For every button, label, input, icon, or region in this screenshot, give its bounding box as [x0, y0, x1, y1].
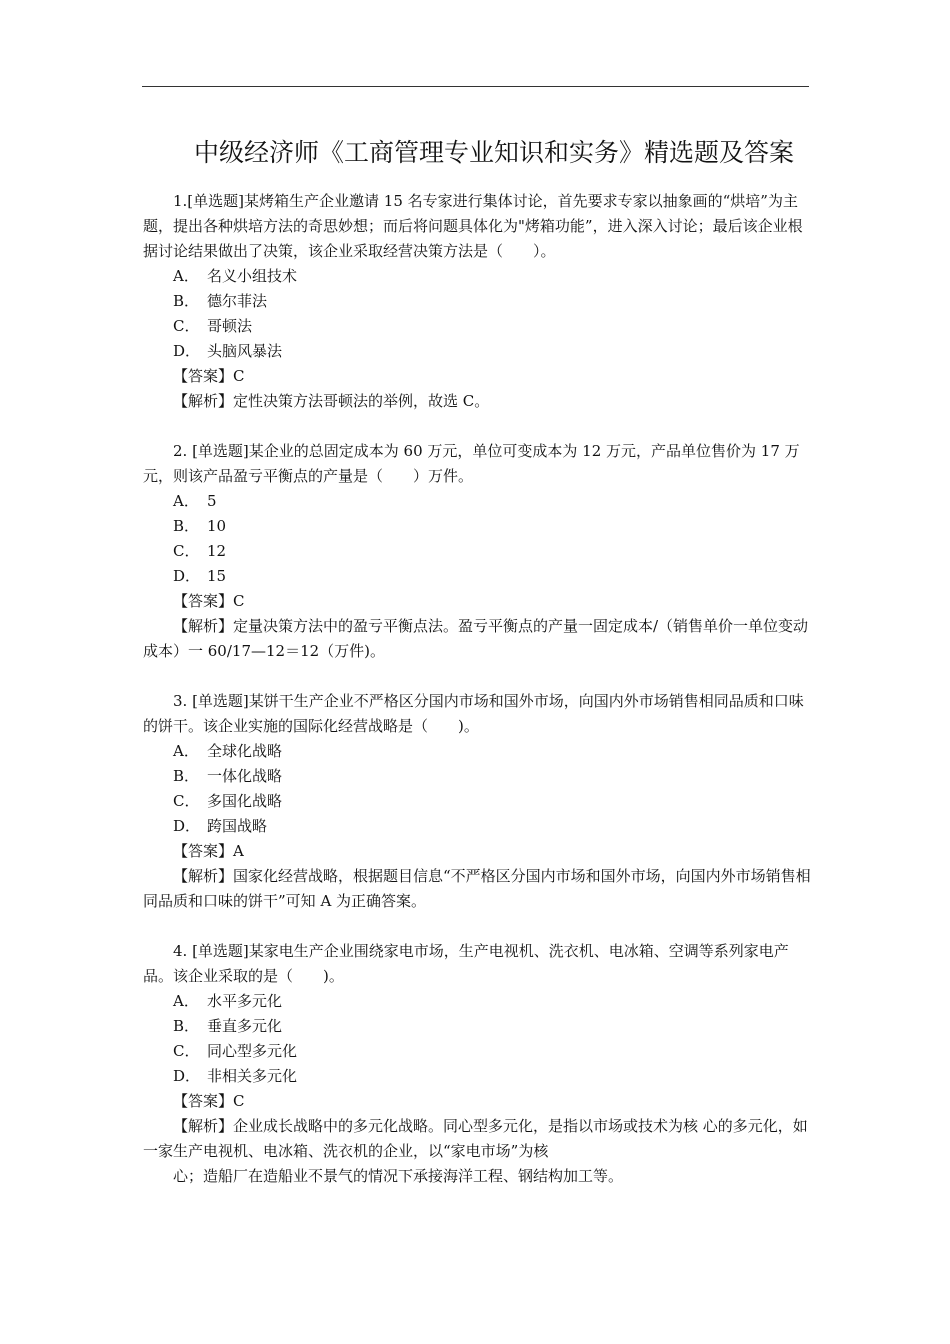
option-text: 15 [207, 567, 227, 585]
option-c [143, 1039, 813, 1064]
question-stem: 1.[单选题]某烤箱生产企业邀请 15 名专家进行集体讨论，首先要求专家以抽象画的“烘培”为主题，提出各种烘培方法的奇思妙想；而后将问题具体化为"烤箱功能”，进入深入讨论；最后该企业根据讨论结果做出了决策，该企业采取经营决策方法是（ ）。 [143, 192, 803, 260]
option-b [143, 1014, 813, 1039]
option-b [143, 764, 813, 789]
question-stem: 3. [单选题]某饼干生产企业不严格区分国内市场和国外市场，向国内外市场销售相同品质和口味的饼干。该企业实施的国际化经营战略是（ )。 [143, 692, 804, 735]
option-label: A． [173, 992, 199, 1010]
option-text: 12 [207, 542, 227, 560]
option-a [143, 739, 813, 764]
option-text: 10 [207, 517, 227, 535]
option-label: A． [173, 742, 199, 760]
question-4 [143, 939, 813, 1189]
analysis: 【解析】企业成长战略中的多元化战略。同心型多元化，是指以市场或技术为核 心的多元化，如一家生产电视机、电冰箱、洗衣机的企业，以“家电市场”为核 [143, 1117, 808, 1160]
option-label: C． [173, 317, 200, 335]
question-3 [143, 689, 813, 914]
analysis: 【解析】国家化经营战略，根据题目信息“不严格区分国内市场和国外市场，向国内外市场销售相同品质和口味的饼干”可知 A 为正确答案。 [143, 867, 811, 910]
option-b [143, 289, 813, 314]
option-label: D． [173, 567, 201, 585]
option-label: A． [173, 267, 199, 285]
option-label: B． [173, 517, 200, 535]
option-d [143, 564, 813, 589]
document-title: 中级经济师《工商管理专业知识和实务》精选题及答案 [194, 138, 795, 167]
option-text: 同心型多元化 [207, 1042, 298, 1060]
option-label: C． [173, 1042, 200, 1060]
option-c [143, 314, 813, 339]
option-label: D． [173, 817, 201, 835]
option-b [143, 514, 813, 539]
option-label: B． [173, 767, 200, 785]
option-text: 头脑风暴法 [207, 342, 283, 360]
option-text: 哥顿法 [207, 317, 253, 335]
answer: 【答案】A [173, 842, 244, 860]
option-label: A． [173, 492, 199, 510]
option-text: 跨国战略 [207, 817, 268, 835]
option-text: 垂直多元化 [207, 1017, 283, 1035]
analysis: 【解析】定性决策方法哥顿法的举例，故选 C。 [173, 392, 490, 410]
option-d [143, 339, 813, 364]
option-text: 5 [207, 492, 217, 510]
option-text: 多国化战略 [207, 792, 283, 810]
option-a [143, 989, 813, 1014]
option-text: 德尔菲法 [207, 292, 268, 310]
question-list [143, 189, 813, 1214]
answer: 【答案】C [173, 1092, 245, 1110]
answer: 【答案】C [173, 592, 245, 610]
option-d [143, 814, 813, 839]
option-a [143, 264, 813, 289]
question-1 [143, 189, 813, 414]
option-label: B． [173, 292, 200, 310]
question-2 [143, 439, 813, 664]
option-a [143, 489, 813, 514]
option-text: 水平多元化 [207, 992, 283, 1010]
question-stem: 4. [单选题]某家电生产企业围绕家电市场，生产电视机、洗衣机、电冰箱、空调等系列家电产品。该企业采取的是（ )。 [143, 942, 789, 985]
analysis: 【解析】定量决策方法中的盈亏平衡点法。盈亏平衡点的产量一固定成本/（销售单价一单位变动成本）一 60/17—12＝12（万件)。 [143, 617, 809, 660]
option-c [143, 789, 813, 814]
option-text: 非相关多元化 [207, 1067, 298, 1085]
option-label: C． [173, 792, 200, 810]
answer: 【答案】C [173, 367, 245, 385]
option-c [143, 539, 813, 564]
option-d [143, 1064, 813, 1089]
option-label: B． [173, 1017, 200, 1035]
option-text: 全球化战略 [207, 742, 283, 760]
question-stem: 2. [单选题]某企业的总固定成本为 60 万元，单位可变成本为 12 万元，产品单位售价为 17 万元，则该产品盈亏平衡点的产量是（ ）万件。 [143, 442, 800, 485]
header-rule [142, 86, 809, 87]
analysis-continuation: 心；造船厂在造船业不景气的情况下承接海洋工程、钢结构加工等。 [173, 1167, 624, 1185]
option-text: 一体化战略 [207, 767, 283, 785]
option-label: D． [173, 342, 201, 360]
option-label: D． [173, 1067, 201, 1085]
option-label: C． [173, 542, 200, 560]
option-text: 名义小组技术 [207, 267, 298, 285]
